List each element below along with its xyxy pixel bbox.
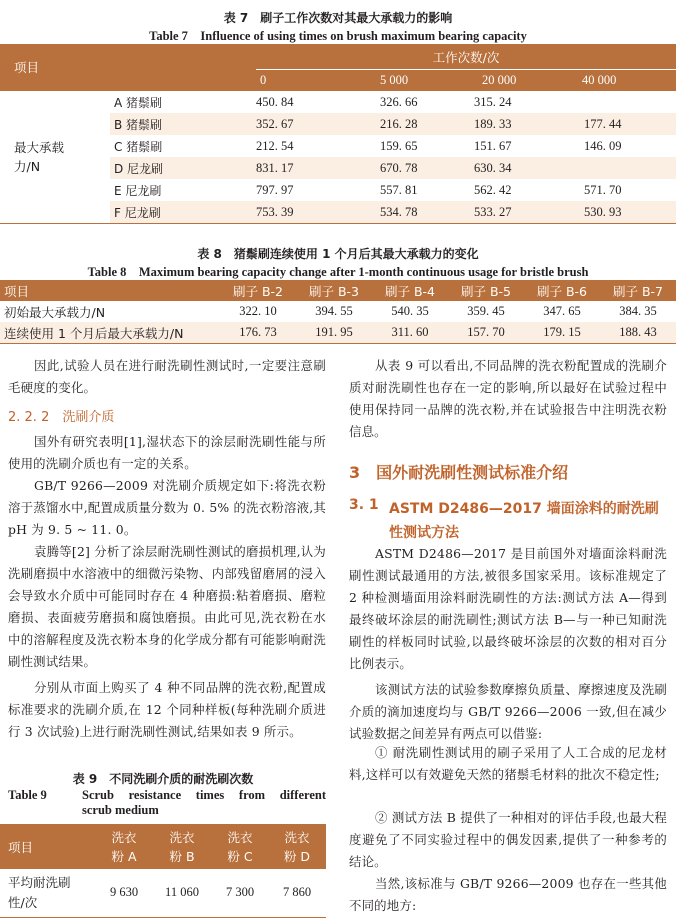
table7-row-label: F 尼龙刷 bbox=[110, 201, 256, 224]
table9-col-header: 洗衣 粉 C bbox=[227, 829, 253, 864]
paragraph: ASTM D2486—2017 是目前国外对墙面涂料耐洗刷性测试最通用的方法,被很多国家采用。该标准规定了 2 种检测墙面用涂料耐洗刷性的方法:测试方法 A—得到最终破坏涂层的耐洗刷性;测试方法 B—与一种已知耐洗刷性的样板同时试验,以最终破坏涂层的次数的相对百分比例表示。 bbox=[349, 546, 667, 671]
table8-col-header: 刷子 B-4 bbox=[384, 283, 435, 299]
table7-cell: 533. 27 bbox=[464, 201, 570, 224]
table9-cell: 7 860 bbox=[268, 869, 326, 917]
table8-cell: 347. 65 bbox=[543, 304, 581, 318]
paragraph: GB/T 9266—2009 对洗刷介质规定如下:将洗衣粉溶于蒸馏水中,配置成质量分数为 0. 5% 的洗衣粉溶液,其 pH 为 9. 5 ~ 11. 0。 bbox=[8, 478, 326, 537]
table7-cell: 670. 78 bbox=[380, 160, 418, 175]
paragraph: 因此,试验人员在进行耐洗刷性测试时,一定要注意刷毛硬度的变化。 bbox=[8, 358, 326, 395]
table9-col-header: 洗衣 粉 D bbox=[283, 829, 311, 864]
table7-cell: 797. 97 bbox=[256, 182, 294, 197]
table7-cell: 151. 67 bbox=[474, 138, 512, 153]
table7-cell: 562. 42 bbox=[474, 182, 512, 197]
table7-cell: 450. 84 bbox=[256, 94, 294, 109]
table8-caption-en: Table 8 Maximum bearing capacity change after 1-month continuous usage for bristle brush bbox=[87, 265, 589, 279]
table8-col-header: 刷子 B-6 bbox=[536, 283, 587, 299]
table7-cell: 159. 65 bbox=[380, 138, 418, 153]
table7-cell: 534. 78 bbox=[360, 201, 464, 224]
section-heading-3-1-number: 3. 1 bbox=[349, 497, 379, 513]
table9 bbox=[0, 824, 326, 918]
table7-item-header: 项目 bbox=[14, 60, 40, 75]
table8-cell: 540. 35 bbox=[391, 304, 429, 318]
paragraph: ② 测试方法 B 提供了一种相对的评估手段,也最大程度避免了不同实验过程中的偶发因素,提供了一种参考的结论。 bbox=[349, 810, 667, 869]
paragraph: 当然,该标准与 GB/T 9266—2009 也存在一些其他不同的地方: bbox=[349, 876, 667, 913]
table7-row-label: C 猪鬃刷 bbox=[114, 139, 163, 154]
table9-item-header: 项目 bbox=[8, 839, 34, 855]
table7-cell: 177. 44 bbox=[584, 116, 622, 131]
table7-cell bbox=[570, 157, 676, 179]
table7-cell: 216. 28 bbox=[380, 116, 418, 131]
table8-cell: 394. 55 bbox=[315, 304, 353, 318]
table8-cell: 311. 60 bbox=[372, 322, 448, 344]
table7-row-group: 最大承载力/N bbox=[0, 91, 110, 224]
table8-cell: 322. 10 bbox=[239, 304, 277, 318]
table7-row-label: E 尼龙刷 bbox=[114, 183, 162, 198]
table8-row-label: 初始最大承载力/N bbox=[4, 304, 106, 320]
table7-caption-en: Table 7 Influence of using times on brush maximum bearing capacity bbox=[149, 29, 527, 43]
table7-col-header: 0 bbox=[260, 73, 267, 87]
table7-group-header: 工作次数/次 bbox=[256, 44, 676, 70]
table7-row-label: D 尼龙刷 bbox=[114, 161, 164, 176]
table7-col-header: 20 000 bbox=[482, 73, 517, 87]
table7-cell: 753. 39 bbox=[256, 201, 360, 224]
table7 bbox=[0, 44, 676, 224]
table8-cell: 157. 70 bbox=[448, 322, 524, 344]
table8-item-header: 项目 bbox=[4, 283, 30, 299]
table8-cell: 191. 95 bbox=[296, 322, 372, 344]
table8-row-label: 连续使用 1 个月后最大承载力/N bbox=[0, 322, 220, 344]
section-heading-2-2-2: 2. 2. 2 洗刷介质 bbox=[8, 410, 115, 425]
table7-cell: 212. 54 bbox=[256, 138, 294, 153]
paragraph: 分别从市面上购买了 4 种不同品牌的洗衣粉,配置成标准要求的洗刷介质,在 12 个同种样板(每种洗刷介质进行 3 次试验)上进行耐洗刷性测试,结果如表 9 所示。 bbox=[8, 680, 326, 739]
table7-cell: 557. 81 bbox=[380, 182, 418, 197]
table7-cell: 530. 93 bbox=[570, 201, 676, 224]
table7-row-label: A 猪鬃刷 bbox=[114, 95, 163, 110]
paragraph: 国外有研究表明[1],湿状态下的涂层耐洗刷性能与所使用的洗刷介质也有一定的关系。 bbox=[8, 434, 326, 471]
table8-col-header: 刷子 B-3 bbox=[308, 283, 359, 299]
table7-cell: 146. 09 bbox=[584, 138, 622, 153]
table8-cell: 179. 15 bbox=[524, 322, 600, 344]
table7-cell: 189. 33 bbox=[474, 116, 512, 131]
paragraph: ① 耐洗刷性测试用的刷子采用了人工合成的尼龙材料,这样可以有效避免天然的猪鬃毛材料的批次不稳定性; bbox=[349, 745, 667, 782]
table7-cell: 352. 67 bbox=[256, 116, 294, 131]
table8-cell: 384. 35 bbox=[619, 304, 657, 318]
paragraph: 从表 9 可以看出,不同品牌的洗衣粉配置成的洗刷介质对耐洗刷性也存在一定的影响,所以最好在试验过程中使用保持同一品牌的洗衣粉,并在试验报告中注明洗衣粉信息。 bbox=[349, 358, 667, 439]
table8-col-header: 刷子 B-2 bbox=[232, 283, 283, 299]
table7-col-header: 5 000 bbox=[380, 73, 409, 87]
table9-row-label: 平均耐洗刷 性/次 bbox=[0, 869, 96, 917]
table8-cell: 359. 45 bbox=[467, 304, 505, 318]
section-heading-3-1: ASTM D2486—2017 墙面涂料的耐洗刷性测试方法 bbox=[389, 501, 659, 541]
section-heading-3: 3 国外耐洗刷性测试标准介绍 bbox=[349, 463, 569, 482]
table9-caption-en-prefix: Table 9 bbox=[8, 788, 47, 802]
table8-caption-cn: 表 8 猪鬃刷连续使用 1 个月后其最大承载力的变化 bbox=[197, 247, 479, 261]
paragraph: 该测试方法的试验参数摩擦负质量、摩擦速度及洗刷介质的滴加速度均与 GB/T 9266—2006 一致,但在减少试验数据之间差异有两点可以借鉴: bbox=[349, 682, 667, 741]
table7-cell: 571. 70 bbox=[584, 182, 622, 197]
table7-cell: 831. 17 bbox=[256, 160, 294, 175]
table7-cell: 315. 24 bbox=[474, 94, 512, 109]
table9-cell: 9 630 bbox=[96, 869, 152, 917]
table8-col-header: 刷子 B-7 bbox=[612, 283, 663, 299]
table8-cell: 188. 43 bbox=[600, 322, 676, 344]
table7-caption-cn: 表 7 刷子工作次数对其最大承载力的影响 bbox=[223, 11, 453, 25]
table9-cell: 11 060 bbox=[152, 869, 212, 917]
table9-caption-cn: 表 9 不同洗刷介质的耐洗刷次数 bbox=[72, 772, 254, 786]
table9-col-header: 洗衣 粉 A bbox=[111, 829, 137, 864]
table9-caption-en: Scrub resistance times from different scrub medium bbox=[82, 788, 326, 817]
table8-cell: 176. 73 bbox=[220, 322, 296, 344]
table8-col-header: 刷子 B-5 bbox=[460, 283, 511, 299]
table7-cell: 326. 66 bbox=[380, 94, 418, 109]
table8 bbox=[0, 280, 676, 344]
table9-cell: 7 300 bbox=[212, 869, 268, 917]
table7-cell: 630. 34 bbox=[474, 160, 512, 175]
table7-col-header: 40 000 bbox=[582, 73, 617, 87]
paragraph: 袁腾等[2] 分析了涂层耐洗刷性测试的磨损机理,认为洗刷磨损中水溶液中的细微污染物、内部残留磨屑的浸入会导致水介质中可能同时存在 4 种磨损:粘着磨损、磨粒磨损、表面疲劳磨损和腐蚀磨损。由此可见,洗衣粉在水中的溶解程度及洗衣粉本身的化学成分都有可能影响耐洗刷性测试结果。 bbox=[8, 544, 326, 669]
table7-row-label: B 猪鬃刷 bbox=[114, 117, 163, 132]
table7-cell bbox=[570, 91, 676, 113]
table9-col-header: 洗衣 粉 B bbox=[169, 829, 195, 864]
